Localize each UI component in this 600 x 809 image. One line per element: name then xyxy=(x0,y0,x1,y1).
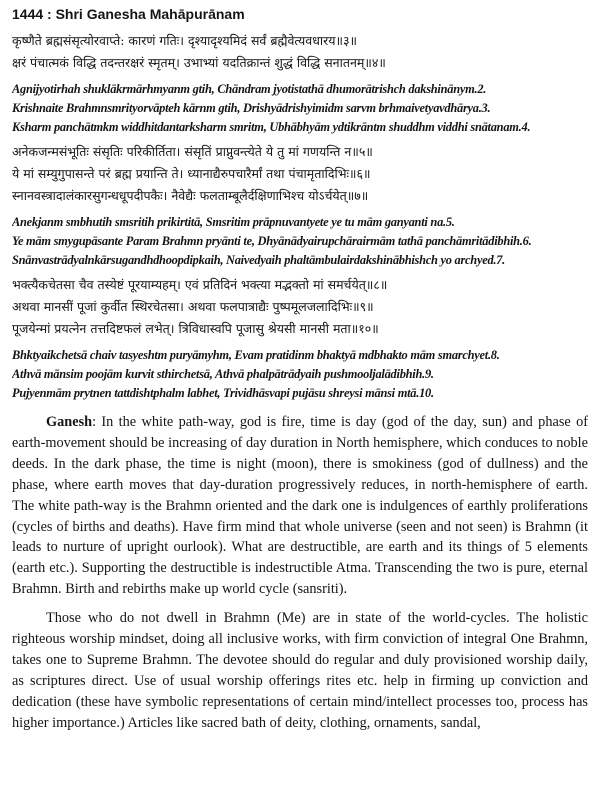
transliteration-line: Snānvastrādyalnkārsugandhdhoopdipkaih, Naivedyaih phaltāmbulairdakshinābhishch yo archyed.7. xyxy=(12,253,506,267)
speaker-label: Ganesh xyxy=(46,414,93,430)
verse-block-3 xyxy=(12,274,588,403)
verse-block-2 xyxy=(12,141,588,270)
sanskrit-verse-line: भक्त्यैकचेतसा चैव तस्येष्टं पूरयाम्यहम्। एवं प्रतिदिनं भक्त्या मद्भक्तो मां समर्चयेत्॥८॥ xyxy=(12,277,388,292)
sanskrit-verse-line: स्नानवस्त्रादालंकारसुगन्धधूपदीपकैः। नैवेद्यैः फलताम्बूलैर्दक्षिणाभिश्च योऽर्चयेत्॥७॥ xyxy=(12,188,369,203)
transliteration-line: Bhktyaikchetsā chaiv tasyeshtm puryāmyhm, Evam pratidinm bhaktyā mdbhakto mām smarchyet.8. xyxy=(12,348,500,362)
transliteration-line: Athvā mānsim poojām kurvit sthirchetsā, Athvā phalpātrādyaih pushmooljalādibhih.9. xyxy=(12,367,434,381)
transliteration-line: Pujyenmām prytnen tattdishtphalm labhet, Trividhāsvapi pujāsu shreysi mānsi mtā.10. xyxy=(12,386,434,400)
sanskrit-verse-line: अनेकजन्मसंभूतिः संसृतिः परिकीर्तिता। संसृतिं प्राप्नुवन्त्येते ये तु मां गणयन्ति न॥५॥ xyxy=(12,144,373,159)
sanskrit-verse-line: पूजयेन्मां प्रयत्नेन तत्तदिष्टफलं लभेत्। त्रिविधास्वपि पूजासु श्रेयसी मानसी मता॥१०॥ xyxy=(12,321,379,336)
transliteration-line: Krishnaite Brahmnsmrityorvāpteh kārnm gtih, Drishyādrishyimidm sarvm brhmaivetyavdhārya.3. xyxy=(12,101,491,115)
sanskrit-verse-line: क्षरं पंचात्मकं विद्धि तदन्तरक्षरं स्मृतम्। उभाभ्यां यदतिक्रान्तं शुद्धं विद्धि सनातनम्॥४॥ xyxy=(12,55,386,70)
sanskrit-verse-line: कृष्णैते ब्रह्मसंसृत्योरवाप्ते: कारणं गतिः। दृश्यादृश्यमिदं सर्वं ब्रह्मैवेत्यवधारय॥३॥ xyxy=(12,33,358,48)
transliteration-line: Anekjanm smbhutih smsritih prikirtitā, Smsritim prāpnuvantyete ye tu mām ganyanti na.5. xyxy=(12,215,455,229)
transliteration-line: Agnijyotirhah shuklākrmārhmyanm gtih, Chāndram jyotistathā dhumorātrishch dakshinānym.2. xyxy=(12,82,487,96)
transliteration-line: Ye mām smygupāsante Param Brahmn pryānti te, Dhyānādyairupchārairmām tathā panchāmritādibhih.6. xyxy=(12,234,532,248)
commentary-paragraph: Those who do not dwell in Brahmn (Me) are in state of the world-cycles. The holistic righteous worship mindset, doing all inclusive works, with firm conviction of integral One Brahmn, takes one to Supreme Brahmn. The devotee should do regular and duly provisioned worship daily, as scriptures direct. Use of usual worship offerings rites etc. help in firming up conviction and dedication (these have symbolic representations of certain mind/intellect processes too, process has higher importance.) Articles like sacred bath of deity, clothing, ornaments, sandal, xyxy=(12,610,588,731)
sanskrit-verse-line: ये मां सम्युगुपासन्ते परं ब्रह्म प्रयान्ति ते। ध्यानाद्यैरुपचारैर्मां तथा पंचामृतादिभिः॥६॥ xyxy=(12,166,371,181)
page-header: 1444 : Shri Ganesha Mahāpurānam xyxy=(12,6,245,22)
transliteration-line: Ksharm panchātmkm widdhitdantarksharm smritm, Ubhābhyām ydtikrāntm shuddhm viddhi snātanam.4. xyxy=(12,120,531,134)
commentary-paragraph xyxy=(12,412,588,600)
commentary-text: : In the white path-way, god is fire, time is day (god of the day, sun) and phase of earth-movement should be increasing of day duration in North hemisphere, which conduces to noble deeds. In the dark phase, the time is night (moon), there is smokiness (god of dullness) and the phase, where earth moves that day-duration progressively reduces, in north-hemisphere of earth. The white path-way is the Brahmn oriented and the dark one is indulgences of earthly proliferations (cycles of births and deaths). Have firm mind that whole universe (seen and not seen) is Brahmn (it leads to nurture of upright ourlook). What are destructible, are earth and its things of 5 elements (earth etc.). Supporting the destructible is indestructible Atma. Transcending the two is pure, eternal Brahmn. Birth and rebirths make up world cycle (sansriti). xyxy=(12,414,588,598)
sanskrit-verse-line: अथवा मानसीं पूजां कुर्वीत स्थिरचेतसा। अथवा फलपात्राद्यैः पुष्पमूलजलादिभिः॥९॥ xyxy=(12,299,374,314)
verse-block-1 xyxy=(12,30,588,137)
